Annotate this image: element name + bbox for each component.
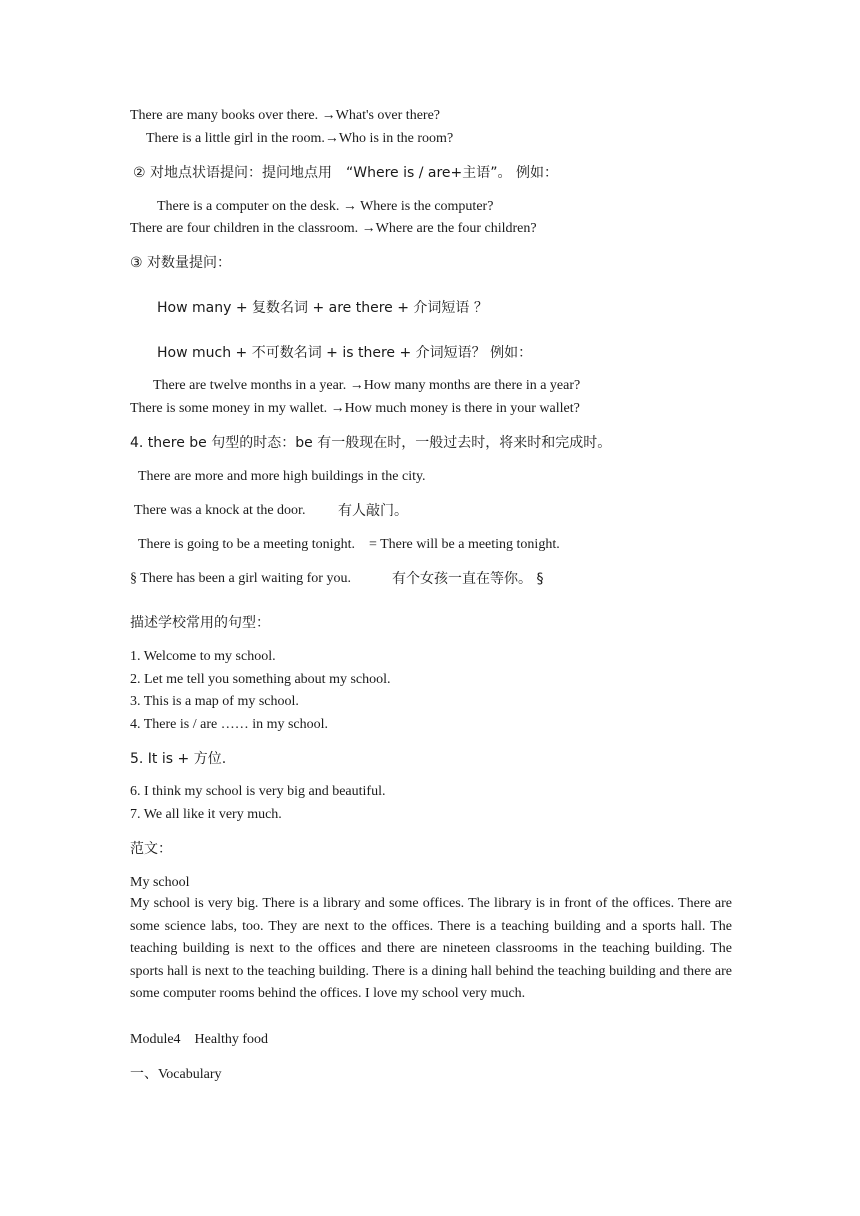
- rule-heading: ③ 对数量提问：: [130, 255, 232, 271]
- list-item: 6. I think my school is very big and beautiful.: [130, 784, 386, 799]
- rule-heading: ② 对地点状语提问：提问地点用 “Where is / are+主语”。 例如：: [133, 165, 558, 181]
- list-item: 3. This is a map of my school.: [130, 694, 299, 709]
- pattern-line: How much + 不可数名词 + is there + 介词短语？ 例如：: [157, 345, 533, 361]
- example-line: There is a little girl in the room.→Who is in the room?: [146, 131, 454, 146]
- section-heading: 范文：: [130, 841, 172, 857]
- section-heading: 描述学校常用的句型：: [130, 615, 270, 631]
- translation-text: 有人敲门。: [338, 503, 408, 519]
- example-line: There is a computer on the desk. → Where is the computer?: [157, 199, 494, 214]
- translation-text: 有个女孩一直在等你。 §: [392, 571, 544, 587]
- example-line: There are more and more high buildings in the city.: [138, 469, 426, 484]
- section-heading: 一、Vocabulary: [130, 1067, 222, 1082]
- list-item: 2. Let me tell you something about my school.: [130, 672, 391, 687]
- module-heading: Module4 Healthy food: [130, 1032, 269, 1047]
- essay-title: My school: [130, 875, 190, 890]
- list-item: 5. It is + 方位.: [130, 751, 227, 767]
- example-line: There are twelve months in a year. →How many months are there in a year?: [153, 378, 581, 393]
- example-line: There are many books over there. →What's over there?: [130, 108, 440, 123]
- essay-body: My school is very big. There is a library and some offices. The library is in front of the offices. There are some science labs, too. They are next to the offices. There is a teaching building and a sports hall. The teaching building is next to the offices and there are nineteen classrooms in the teaching building. The sports hall is next to the teaching building. There is a dining hall behind the teaching building and there are some computer rooms behind the offices. I love my school very much.: [130, 896, 732, 1002]
- rule-heading: 4. there be 句型的时态：be 有一般现在时，一般过去时，将来时和完成时。: [130, 435, 612, 451]
- example-line: There is going to be a meeting tonight. = There will be a meeting tonight.: [138, 537, 560, 552]
- list-item: 7. We all like it very much.: [130, 807, 282, 822]
- example-line: There are four children in the classroom. →Where are the four children?: [130, 221, 537, 236]
- example-line: There was a knock at the door.: [134, 503, 306, 518]
- list-item: 4. There is / are …… in my school.: [130, 717, 329, 732]
- list-item: 1. Welcome to my school.: [130, 649, 276, 664]
- pattern-line: How many + 复数名词 + are there + 介词短语 ？: [157, 300, 488, 316]
- example-line: There is some money in my wallet. →How much money is there in your wallet?: [130, 401, 580, 416]
- example-line: § There has been a girl waiting for you.: [130, 571, 351, 586]
